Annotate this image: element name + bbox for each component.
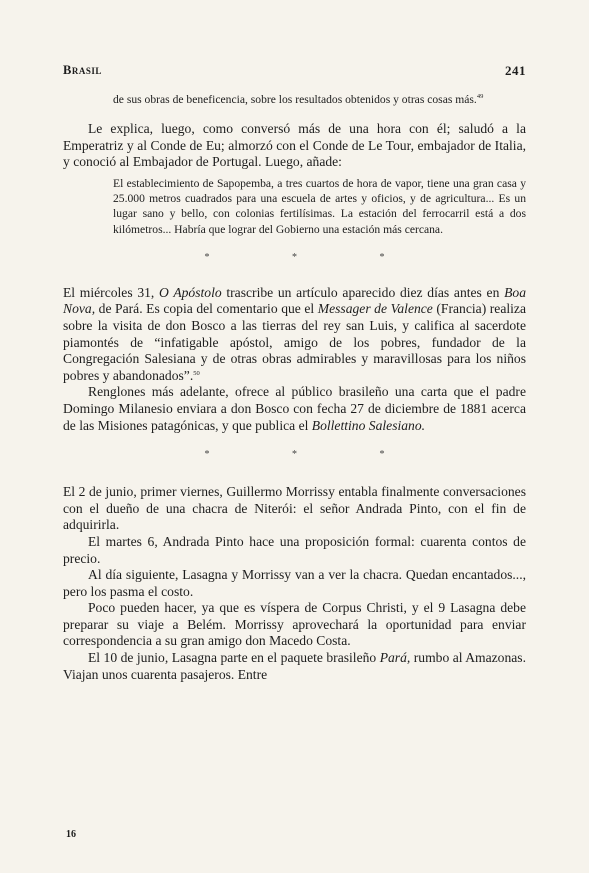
quote-text: de sus obras de beneficencia, sobre los resultados obtenidos y otras cosas más. (113, 93, 477, 106)
italic-title: Bollettino Salesiano. (311, 417, 426, 433)
italic-title: Pará, (379, 650, 411, 666)
footnote-ref: 50 (193, 369, 200, 377)
paragraph: El martes 6, Andrada Pinto hace una proposición formal: cuarenta contos de precio. (63, 533, 526, 566)
italic-title: Boa Nova, (63, 284, 526, 317)
block-quote (113, 92, 526, 107)
section-separator: * * * (204, 251, 425, 263)
italic-title: O Apóstolo (159, 284, 222, 300)
page-body (63, 90, 526, 683)
paragraph: Poco pueden hacer, ya que es víspera de Corpus Christi, y el 9 Lasagna debe preparar su viaje a Belém. Morrissy aprovechará la oportunidad para enviar correspondencia a su gran amigo don Macedo Costa. (63, 600, 526, 649)
page-number: 241 (505, 63, 526, 78)
italic-title: Messager de Valence (317, 301, 433, 317)
paragraph: El miércoles 31, O Apóstolo trascribe un artículo aparecido diez días antes en Boa Nova, de Pará. Es copia del comentario que el Messager de Valence (Francia) realiza sobre la visita de don Bosco a las tierras del rey san Luis, y califica al sacerdote piamontés de “infatigable apóstol, amigo de los pobres, fundador de la Congregación Salesiana y de otras obras admirables y maravillosas para los niños pobres y abandonados”.$^{50}$ (63, 284, 526, 383)
paragraph: El 10 de junio, Lasagna parte en el paquete brasileño Pará, rumbo al Amazonas. Viajan unos cuarenta pasajeros. Entre (63, 650, 526, 682)
block-quote: El establecimiento de Sapopemba, a tres cuartos de hora de vapor, tiene una gran casa y 25.000 metros cuadrados para una escuela de artes y oficios, y de agricultura... Es un lugar sano y bello, con colonias fertilísimas. La estación del ferrocarril está a dos kilómetros... Habría que lograr del Gobierno una estación más cercana. (113, 176, 526, 236)
paragraph: Renglones más adelante, ofrece al público brasileño una carta que el padre Domingo Milanesio enviara a don Bosco con fecha 27 de diciembre de 1881 acerca de las Misiones patagónicas, y que publica el Bollettino Salesiano. (63, 384, 526, 433)
section-title: Brasil (63, 63, 102, 77)
section-separator: * * * (204, 449, 425, 461)
paragraph: Le explica, luego, como conversó más de una hora con él; saludó a la Emperatriz y al Conde de Eu; almorzó con el Conde de Le Tour, embajador de Italia, y conoció al Embajador de Portugal. Luego, añade: (63, 121, 526, 170)
signature-mark: 16 (66, 829, 76, 840)
paragraph: El 2 de junio, primer viernes, Guillermo Morrissy entabla finalmente conversaciones con el dueño de una chacra de Niterói: el señor Andrada Pinto, con el fin de adquirirla. (63, 484, 526, 533)
footnote-ref: 49 (476, 93, 484, 100)
paragraph: Al día siguiente, Lasagna y Morrissy van a ver la chacra. Quedan encantados..., pero los pasma el costo. (63, 567, 526, 599)
